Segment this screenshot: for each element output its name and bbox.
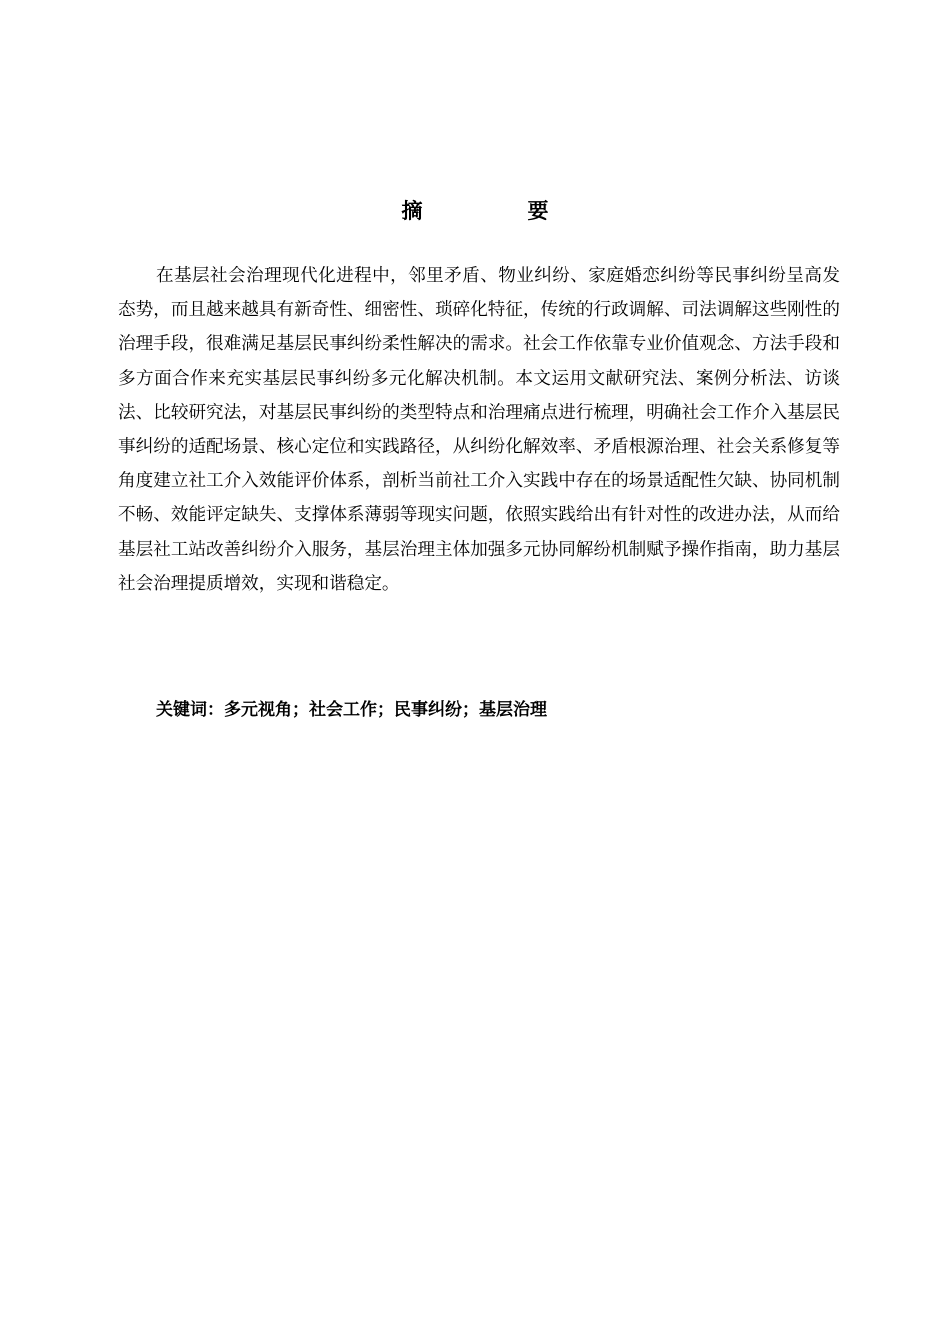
abstract-title: 摘 要 — [401, 199, 591, 223]
abstract-body: 在基层社会治理现代化进程中，邻里矛盾、物业纠纷、家庭婚恋纠纷等民事纠纷呈高发态势，而且越来越具有新奇性、细密性、琐碎化特征，传统的行政调解、司法调解这些刚性的治理手段，很难满足基层民事纠纷柔性解决的需求。社会工作依靠专业价值观念、方法手段和多方面合作来充实基层民事纠纷多元化解决机制。本文运用文献研究法、案例分析法、访谈法、比较研究法，对基层民事纠纷的类型特点和治理痛点进行梳理，明确社会工作介入基层民事纠纷的适配场景、核心定位和实践路径，从纠纷化解效率、矛盾根源治理、社会关系修复等角度建立社工介入效能评价体系，剖析当前社工介入实践中存在的场景适配性欠缺、协同机制不畅、效能评定缺失、支撑体系薄弱等现实问题，依照实践给出有针对性的改进办法，从而给基层社工站改善纠纷介入服务，基层治理主体加强多元协同解纷机制赋予操作指南，助力基层社会治理提质增效，实现和谐稳定。 — [118, 266, 840, 594]
keywords-line: 关键词：多元视角；社会工作；民事纠纷；基层治理 — [156, 700, 547, 720]
